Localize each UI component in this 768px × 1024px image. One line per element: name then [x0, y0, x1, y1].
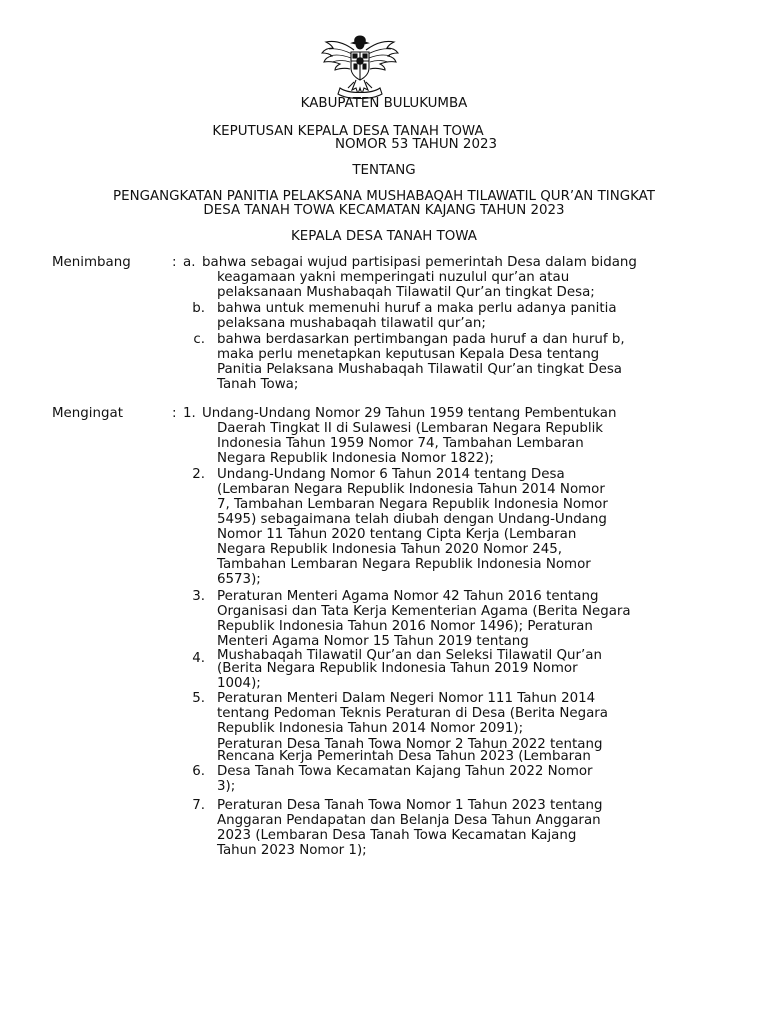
menimbang-item-b-number: b.	[192, 301, 205, 316]
mengingat-item-2-line: (Lembaran Negara Republik Indonesia Tahun 2014 Nomor	[217, 482, 605, 497]
mengingat-item-1-line: Indonesia Tahun 1959 Nomor 74, Tambahan Lembaran	[217, 436, 584, 451]
menimbang-item-a-line: bahwa sebagai wujud partisipasi pemerintah Desa dalam bidang	[202, 255, 637, 270]
mengingat-item-2-line: Tambahan Lembaran Negara Republik Indonesia Nomor	[217, 557, 591, 572]
mengingat-item-6-number: 6.	[192, 764, 205, 779]
menimbang-item-c-number: c.	[193, 332, 205, 347]
mengingat-item-3-number: 3.	[192, 589, 205, 604]
menimbang-item-c-line: Tanah Towa;	[217, 377, 299, 392]
menimbang-item-c-line: bahwa berdasarkan pertimbangan pada huruf a dan huruf b,	[217, 332, 625, 347]
subject-line-2: DESA TANAH TOWA KECAMATAN KAJANG TAHUN 2023	[203, 203, 565, 218]
mengingat-label: Mengingat	[52, 406, 123, 421]
menimbang-label: Menimbang	[52, 255, 131, 270]
menimbang-item-b-line: bahwa untuk memenuhi huruf a maka perlu adanya panitia	[217, 301, 617, 316]
menimbang-item-a-number: a.	[183, 255, 196, 270]
subject-line-1: PENGANGKATAN PANITIA PELAKSANA MUSHABAQAH TILAWATIL QUR’AN TINGKAT	[113, 189, 655, 204]
mengingat-item-5-line: Peraturan Menteri Dalam Negeri Nomor 111 Tahun 2014	[217, 691, 596, 706]
decree-number: NOMOR 53 TAHUN 2023	[334, 137, 498, 152]
mengingat-item-7-line: 2023 (Lembaran Desa Tanah Towa Kecamatan Kajang	[217, 828, 577, 843]
mengingat-item-7-line: Tahun 2023 Nomor 1);	[217, 843, 367, 858]
mengingat-item-4-number: 4.	[192, 651, 205, 666]
mengingat-colon: :	[172, 406, 177, 421]
mengingat-item-2-line: 6573);	[217, 572, 261, 587]
mengingat-item-1-line: Daerah Tingkat II di Sulawesi (Lembaran Negara Republik	[217, 421, 604, 436]
mengingat-item-6-line: 3);	[217, 779, 236, 794]
mengingat-item-4-line: Mushabaqah Tilawatil Qur’an dan Seleksi Tilawatil Qur’an	[217, 648, 602, 663]
mengingat-item-7-line: Anggaran Pendapatan dan Belanja Desa Tahun Anggaran	[217, 813, 601, 828]
mengingat-item-2-line: Nomor 11 Tahun 2020 tentang Cipta Kerja (Lembaran	[217, 527, 577, 542]
issuer-heading: KEPALA DESA TANAH TOWA	[291, 229, 477, 244]
mengingat-item-2-line: 7, Tambahan Lembaran Negara Republik Indonesia Nomor	[217, 497, 608, 512]
mengingat-item-3-line: Republik Indonesia Tahun 2016 Nomor 1496); Peraturan	[217, 619, 593, 634]
menimbang-colon: :	[172, 255, 177, 270]
mengingat-item-3-line: Organisasi dan Tata Kerja Kementerian Agama (Berita Negara	[217, 604, 631, 619]
mengingat-item-4-line: (Berita Negara Republik Indonesia Tahun 2019 Nomor	[217, 661, 578, 676]
mengingat-item-4-line: 1004);	[217, 676, 261, 691]
mengingat-item-7-number: 7.	[192, 798, 205, 813]
mengingat-item-2-line: 5495) sebagaimana telah diubah dengan Undang-Undang	[217, 512, 607, 527]
decree-title: KEPUTUSAN KEPALA DESA TANAH TOWA	[212, 124, 484, 139]
about-heading: TENTANG	[352, 163, 416, 178]
mengingat-item-7-line: Peraturan Desa Tanah Towa Nomor 1 Tahun 2023 tentang	[217, 798, 603, 813]
mengingat-item-6-line: Desa Tanah Towa Kecamatan Kajang Tahun 2022 Nomor	[217, 764, 593, 779]
mengingat-item-3-line: Menteri Agama Nomor 15 Tahun 2019 tentang	[217, 634, 529, 649]
mengingat-item-5-line: tentang Pedoman Teknis Peraturan di Desa (Berita Negara	[217, 706, 608, 721]
mengingat-item-1-line: Undang-Undang Nomor 29 Tahun 1959 tentang Pembentukan	[202, 406, 617, 421]
mengingat-item-3-line: Peraturan Menteri Agama Nomor 42 Tahun 2016 tentang	[217, 589, 599, 604]
mengingat-item-6-line: Rencana Kerja Pemerintah Desa Tahun 2023 (Lembaran	[217, 749, 591, 764]
mengingat-item-2-line: Negara Republik Indonesia Tahun 2020 Nomor 245,	[217, 542, 563, 557]
mengingat-item-2-number: 2.	[192, 467, 205, 482]
menimbang-item-a-line: keagamaan yakni memperingati nuzulul qur’an atau	[217, 270, 570, 285]
menimbang-item-b-line: pelaksana mushabaqah tilawatil qur’an;	[217, 316, 486, 331]
mengingat-item-5-line: Republik Indonesia Tahun 2014 Nomor 2091);	[217, 721, 524, 736]
menimbang-item-c-line: Panitia Pelaksana Mushabaqah Tilawatil Qur’an tingkat Desa	[217, 362, 623, 377]
menimbang-item-a-line: pelaksanaan Mushabaqah Tilawatil Qur’an tingkat Desa;	[217, 285, 595, 300]
mengingat-item-2-line: Undang-Undang Nomor 6 Tahun 2014 tentang Desa	[217, 467, 565, 482]
mengingat-item-1-line: Negara Republik Indonesia Nomor 1822);	[217, 451, 494, 466]
mengingat-item-5-number: 5.	[192, 691, 205, 706]
garuda-emblem-icon	[318, 32, 402, 100]
menimbang-item-c-line: maka perlu menetapkan keputusan Kepala Desa tentang	[217, 347, 600, 362]
mengingat-item-1-number: 1.	[183, 406, 196, 421]
mengingat-item-6-line: Peraturan Desa Tanah Towa Nomor 2 Tahun 2022 tentang	[217, 737, 603, 752]
regency-name: KABUPATEN BULUKUMBA	[300, 96, 468, 111]
